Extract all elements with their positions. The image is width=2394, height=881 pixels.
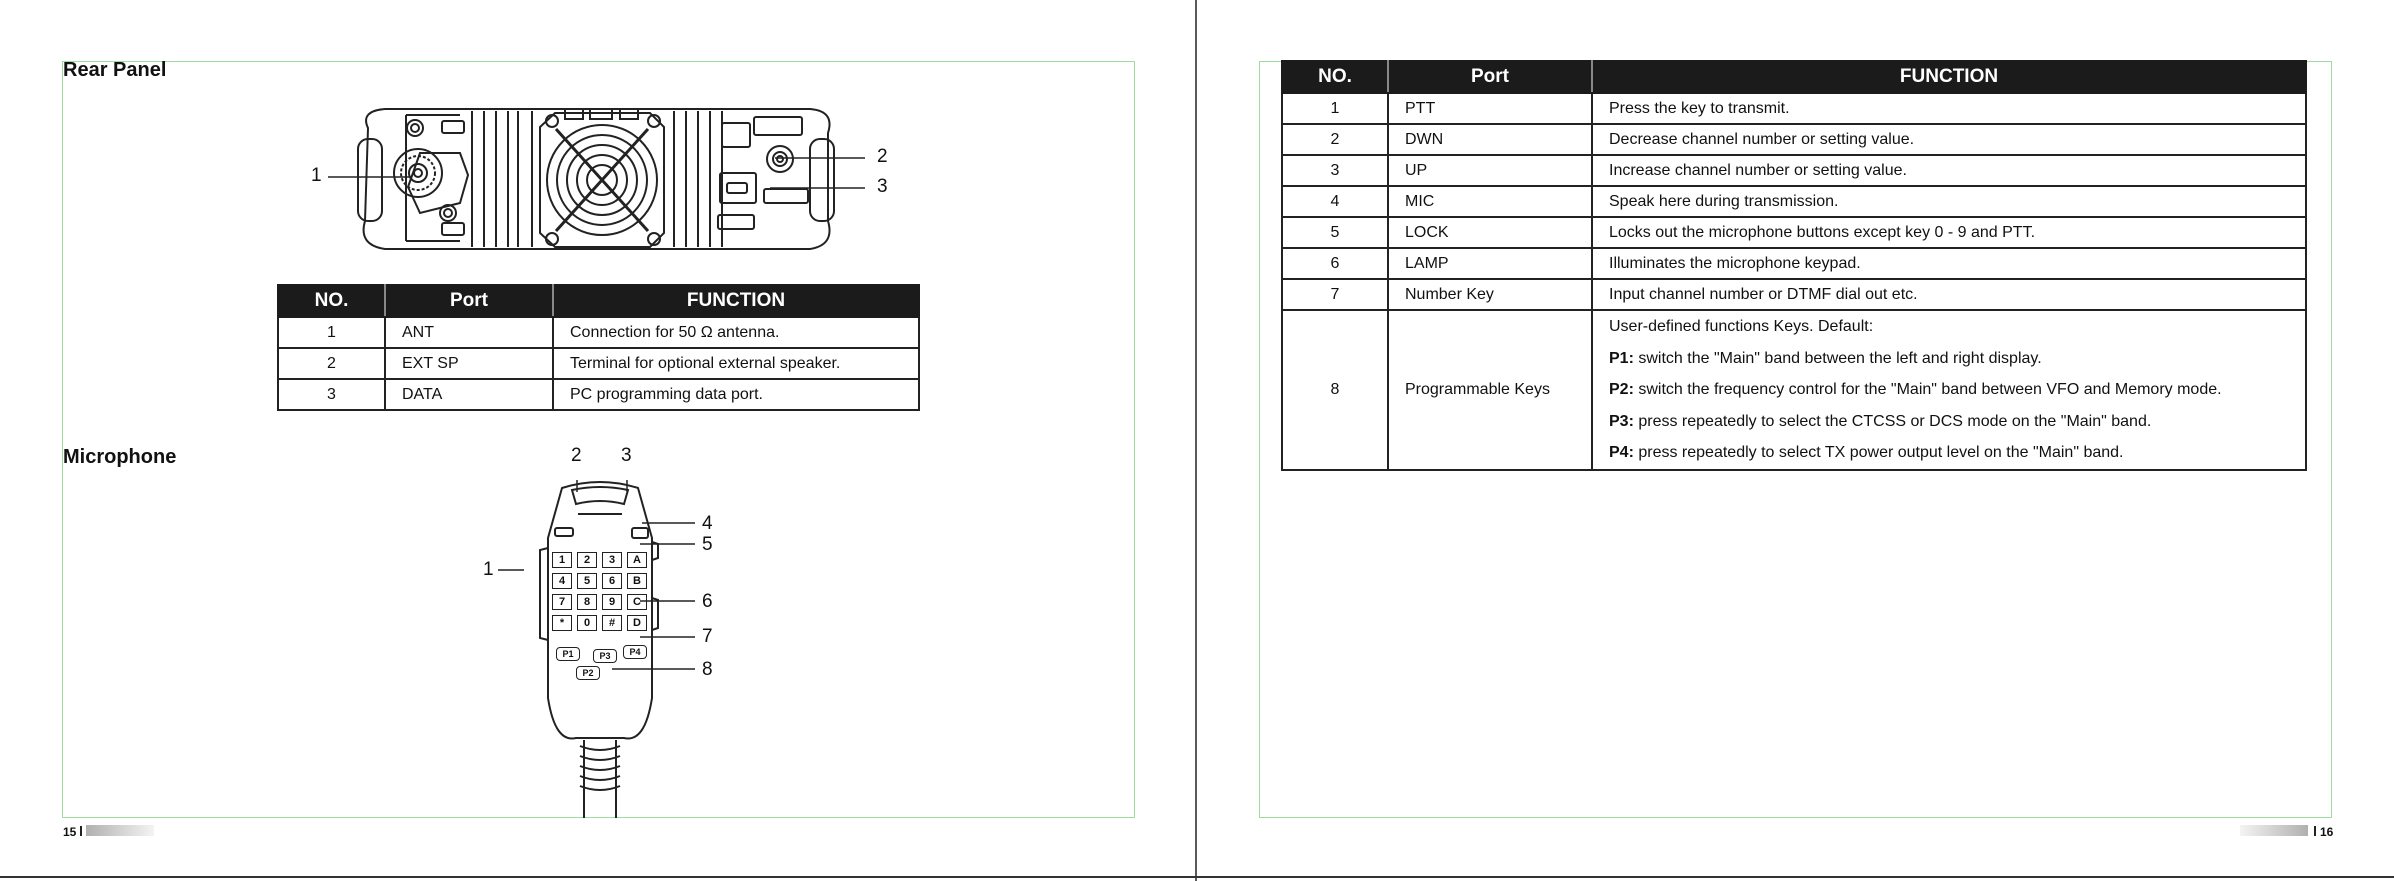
- page-number-divider: [2314, 826, 2316, 836]
- header-port: Port: [1388, 61, 1592, 93]
- function-item-p2: [1609, 374, 2305, 406]
- table-row: [1282, 93, 2306, 124]
- cell-port: Number Key: [1388, 279, 1592, 310]
- key-d: D: [627, 615, 647, 631]
- key-label: P1:: [1609, 349, 1634, 367]
- cell-function: Input channel number or DTMF dial out etc.: [1592, 279, 2306, 310]
- key-p4: P4: [623, 645, 647, 659]
- key-a: A: [627, 552, 647, 568]
- cell-no: 2: [278, 348, 385, 379]
- cell-function: Illuminates the microphone keypad.: [1592, 248, 2306, 279]
- page-number-bar: [2240, 825, 2308, 836]
- mic-callout-4: 4: [702, 513, 713, 534]
- key-p3: P3: [593, 649, 617, 663]
- cell-function: Speak here during transmission.: [1592, 186, 2306, 217]
- mic-callout-5: 5: [702, 534, 713, 555]
- table-row: [1282, 155, 2306, 186]
- mic-callout-3: 3: [621, 445, 632, 466]
- page-number: 15: [63, 825, 77, 839]
- function-item-p3: [1609, 406, 2305, 438]
- header-port: Port: [385, 285, 553, 317]
- key-4: 4: [552, 573, 572, 589]
- key-hash: #: [602, 615, 622, 631]
- cell-port: DATA: [385, 379, 553, 410]
- key-2: 2: [577, 552, 597, 568]
- key-7: 7: [552, 594, 572, 610]
- cell-port: PTT: [1388, 93, 1592, 124]
- table-header-row: [1282, 61, 2306, 93]
- header-no: NO.: [1282, 61, 1388, 93]
- microphone-leader-lines: [490, 460, 720, 690]
- cell-port: EXT SP: [385, 348, 553, 379]
- header-function: FUNCTION: [553, 285, 919, 317]
- cell-function: Press the key to transmit.: [1592, 93, 2306, 124]
- key-label: P2:: [1609, 381, 1634, 398]
- rear-panel-table: [277, 284, 920, 411]
- key-description: press repeatedly to select TX power output level on the "Main" band.: [1633, 444, 2124, 461]
- table-row: [278, 348, 919, 379]
- function-item-p1: [1609, 343, 2305, 375]
- key-0: 0: [577, 615, 597, 631]
- key-b: B: [627, 573, 647, 589]
- cell-function: Locks out the microphone buttons except key 0 - 9 and PTT.: [1592, 217, 2306, 248]
- page-number-divider: [80, 826, 82, 836]
- cell-port: ANT: [385, 317, 553, 348]
- cell-no: 8: [1282, 310, 1388, 470]
- microphone-heading: Microphone: [63, 446, 177, 468]
- page-16: [1197, 0, 2394, 881]
- cell-port: LAMP: [1388, 248, 1592, 279]
- key-label: P4:: [1609, 444, 1634, 461]
- rear-callout-1: 1: [311, 165, 322, 186]
- table-row-programmable-keys: [1282, 310, 2306, 470]
- mic-callout-1: 1: [483, 559, 494, 580]
- key-6: 6: [602, 573, 622, 589]
- rear-callout-2: 2: [877, 146, 888, 167]
- cell-no: 5: [1282, 217, 1388, 248]
- page-number-bar: [86, 825, 154, 836]
- key-description: press repeatedly to select the CTCSS or DCS mode on the "Main" band.: [1633, 412, 2152, 430]
- mic-callout-2: 2: [571, 445, 582, 466]
- cell-port: DWN: [1388, 124, 1592, 155]
- cell-no: 3: [278, 379, 385, 410]
- cell-port: MIC: [1388, 186, 1592, 217]
- table-header-row: [278, 285, 919, 317]
- mic-callout-6: 6: [702, 591, 713, 612]
- cell-port: UP: [1388, 155, 1592, 186]
- page-15: [0, 0, 1195, 881]
- key-p1: P1: [556, 647, 580, 661]
- cell-no: 7: [1282, 279, 1388, 310]
- mic-callout-8: 8: [702, 659, 713, 680]
- key-c: C: [627, 594, 647, 610]
- key-p2: P2: [576, 666, 600, 680]
- table-row: [1282, 186, 2306, 217]
- cell-no: 4: [1282, 186, 1388, 217]
- cell-function: PC programming data port.: [553, 379, 919, 410]
- key-5: 5: [577, 573, 597, 589]
- table-row: [1282, 248, 2306, 279]
- cell-port: Programmable Keys: [1388, 310, 1592, 470]
- microphone-function-table: [1281, 60, 2307, 471]
- table-row: [1282, 124, 2306, 155]
- cell-no: 2: [1282, 124, 1388, 155]
- cell-function: Increase channel number or setting value.: [1592, 155, 2306, 186]
- table-row: [1282, 279, 2306, 310]
- key-3: 3: [602, 552, 622, 568]
- key-8: 8: [577, 594, 597, 610]
- table-row: [1282, 217, 2306, 248]
- function-item-p4: [1609, 437, 2305, 469]
- key-1: 1: [552, 552, 572, 568]
- cell-no: 6: [1282, 248, 1388, 279]
- header-no: NO.: [278, 285, 385, 317]
- table-row: [278, 379, 919, 410]
- scan-bottom-edge: [0, 876, 2394, 878]
- cell-function: Decrease channel number or setting value.: [1592, 124, 2306, 155]
- header-function: FUNCTION: [1592, 61, 2306, 93]
- mic-callout-7: 7: [702, 626, 713, 647]
- rear-callout-3: 3: [877, 176, 888, 197]
- cell-no: 3: [1282, 155, 1388, 186]
- cell-function-multiline: [1592, 310, 2306, 470]
- cell-no: 1: [278, 317, 385, 348]
- key-description: switch the "Main" band between the left and right display.: [1633, 349, 2042, 367]
- cell-port: LOCK: [1388, 217, 1592, 248]
- key-9: 9: [602, 594, 622, 610]
- key-description: switch the frequency control for the "Main" band between VFO and Memory mode.: [1633, 381, 2222, 398]
- rear-panel-leader-lines: [320, 150, 880, 200]
- cell-function: Terminal for optional external speaker.: [553, 348, 919, 379]
- key-star: *: [552, 615, 572, 631]
- cell-function: Connection for 50 Ω antenna.: [553, 317, 919, 348]
- function-intro: User-defined functions Keys. Default:: [1609, 318, 1874, 335]
- page-number: 16: [2320, 825, 2334, 839]
- table-row: [278, 317, 919, 348]
- key-label: P3:: [1609, 412, 1634, 430]
- rear-panel-heading: Rear Panel: [63, 59, 167, 81]
- cell-no: 1: [1282, 93, 1388, 124]
